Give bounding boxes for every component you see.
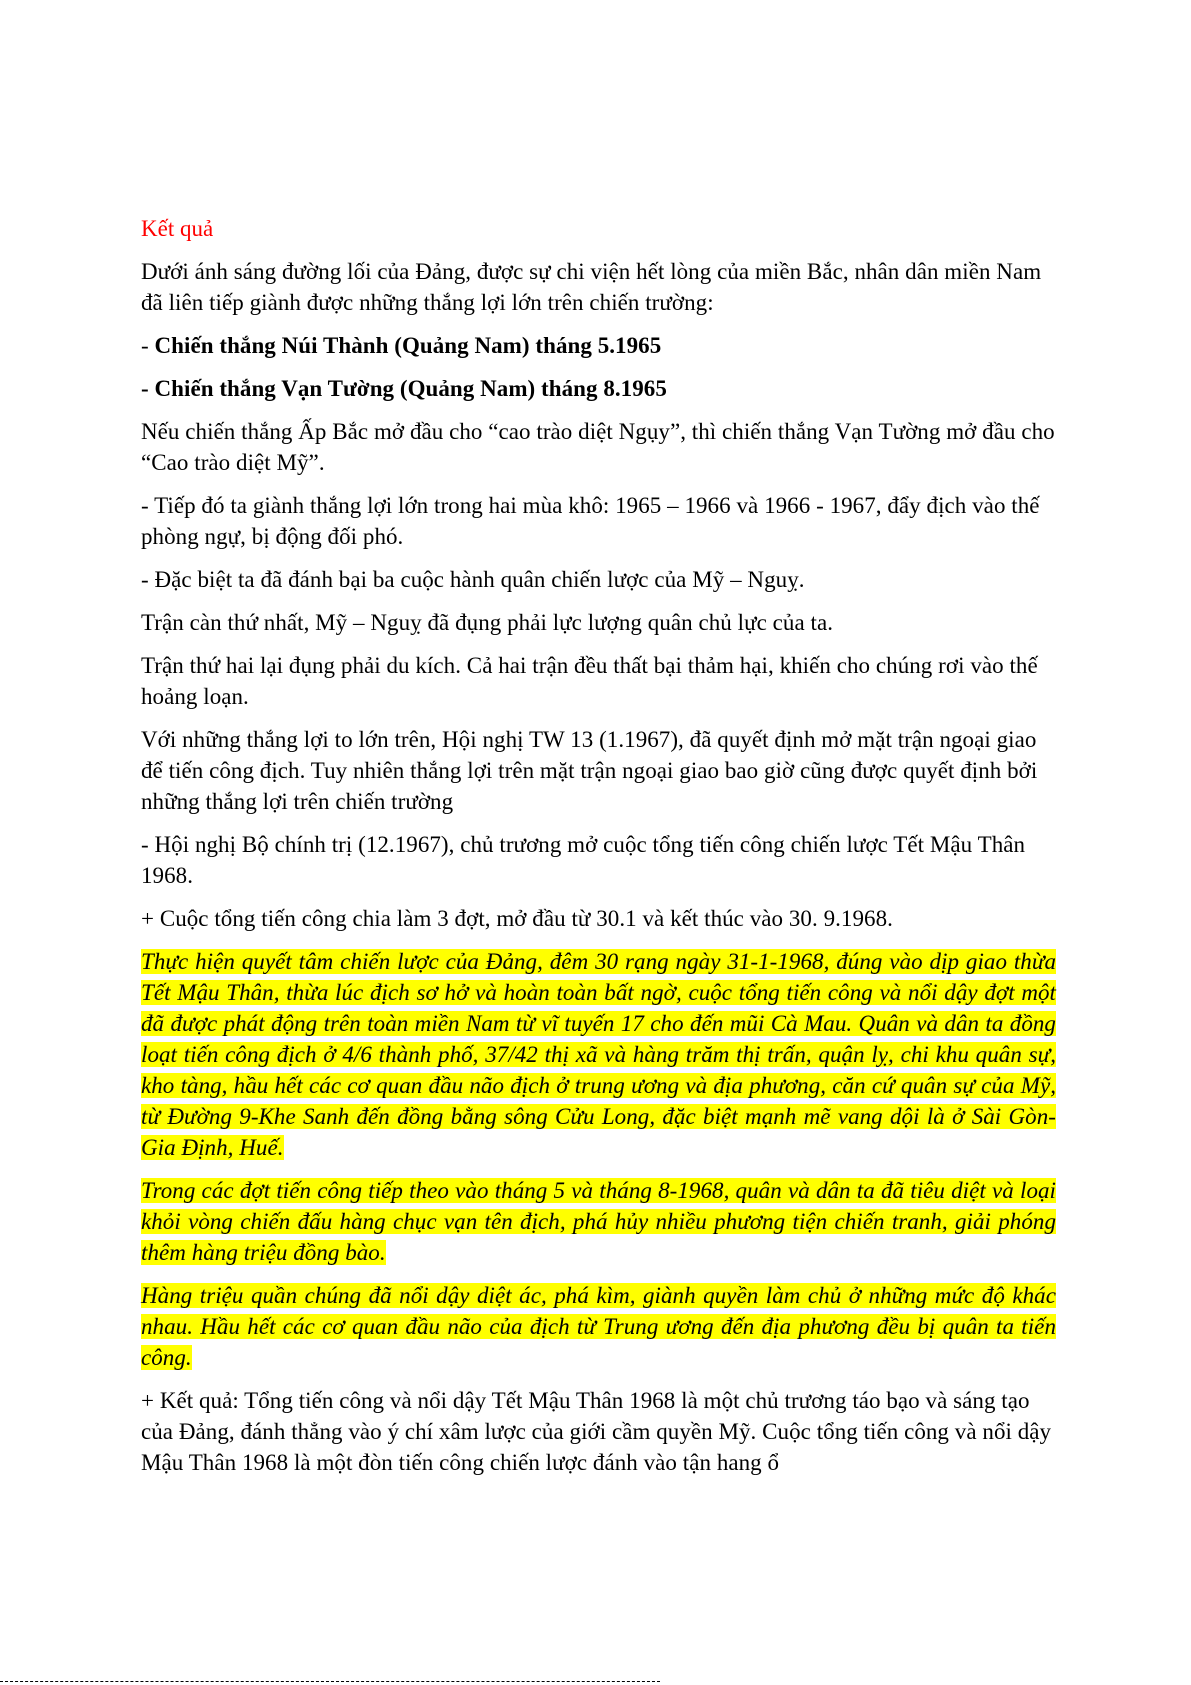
highlighted-paragraph-uprising [141,1280,1056,1373]
paragraph-result: + Kết quả: Tổng tiến công và nổi dậy Tết Mậu Thân 1968 là một chủ trương táo bạo và sáng tạo của Đảng, đánh thẳng vào ý chí xâm lược của giới cầm quyền Mỹ. Cuộc tổng tiến công và nổi dậy Mậu Thân 1968 là một đòn tiến công chiến lược đánh vào tận hang ổ [141,1388,1052,1475]
highlight-text: Trong các đợt tiến công tiếp theo vào tháng 5 và tháng 8-1968, quân và dân ta đã tiêu diệt và loại khỏi vòng chiến đấu hàng chục vạn tên địch, phá hủy nhiều phương tiện chiến tranh, giải phóng thêm hàng triệu đồng bào. [141,1178,1056,1265]
paragraph-strategic-operations: - Đặc biệt ta đã đánh bại ba cuộc hành quân chiến lược của Mỹ – Nguỵ. [141,567,805,592]
highlighted-paragraph-later-phases [141,1175,1056,1268]
intro-paragraph: Dưới ánh sáng đường lối của Đảng, được sự chi viện hết lòng của miền Bắc, nhân dân miền Nam đã liên tiếp giành được những thắng lợi lớn trên chiến trường: [141,259,1042,315]
page-footer-divider [0,1681,660,1682]
paragraph-second-battle: Trận thứ hai lại đụng phải du kích. Cả hai trận đều thất bại thảm hại, khiến cho chúng rơi vào thế hoảng loạn. [141,653,1038,709]
paragraph-dry-seasons: - Tiếp đó ta giành thắng lợi lớn trong hai mùa khô: 1965 – 1966 và 1966 - 1967, đẩy địch vào thế phòng ngự, bị động đối phó. [141,493,1040,549]
paragraph-politburo: - Hội nghị Bộ chính trị (12.1967), chủ trương mở cuộc tổng tiến công chiến lược Tết Mậu Thân 1968. [141,832,1026,888]
highlight-text: Hàng triệu quần chúng đã nổi dậy diệt ác, phá kìm, giành quyền làm chủ ở những mức độ khác nhau. Hầu hết các cơ quan đầu não của địch từ Trung ương đến địa phương đều bị quân ta tiến công. [141,1283,1056,1370]
victory-nui-thanh [141,330,1056,361]
paragraph-offensive-phases: + Cuộc tổng tiến công chia làm 3 đợt, mở đầu từ 30.1 và kết thúc vào 30. 9.1968. [141,906,893,931]
paragraph-conference-tw13: Với những thắng lợi to lớn trên, Hội nghị TW 13 (1.1967), đã quyết định mở mặt trận ngoại giao để tiến công địch. Tuy nhiên thắng lợi trên mặt trận ngoại giao bao giờ cũng được quyết định bởi những thắng lợi trên chiến trường [141,727,1038,814]
highlight-text: Thực hiện quyết tâm chiến lược của Đảng, đêm 30 rạng ngày 31-1-1968, đúng vào dịp giao thừa Tết Mậu Thân, thừa lúc địch sơ hở và hoàn toàn bất ngờ, cuộc tổng tiến công và nổi dậy đợt một đã được phát động trên toàn miền Nam từ vĩ tuyến 17 cho đến mũi Cà Mau. Quân và dân ta đồng loạt tiến công địch ở 4/6 thành phố, 37/42 thị xã và hàng trăm thị trấn, quận lỵ, chi khu quân sự, kho tàng, hầu hết các cơ quan đầu não địch ở trung ương và địa phương, căn cứ quân sự của Mỹ, từ Đường 9-Khe Sanh đến đồng bằng sông Cửu Long, đặc biệt mạnh mẽ vang dội là ở Sài Gòn-Gia Định, Huế. [141,949,1056,1160]
paragraph-ap-bac: Nếu chiến thắng Ấp Bắc mở đầu cho “cao trào diệt Ngụy”, thì chiến thắng Vạn Tường mở đầu cho “Cao trào diệt Mỹ”. [141,419,1055,475]
victory-van-tuong: - Chiến thắng Vạn Tường (Quảng Nam) tháng 8.1965 [141,376,667,401]
list-prefix: - [141,333,155,358]
victory-nui-thanh-title: Chiến thắng Núi Thành (Quảng Nam) tháng 5.1965 [154,333,662,358]
section-heading: Kết quả [141,216,214,241]
document-body [141,213,1056,1490]
paragraph-first-battle: Trận càn thứ nhất, Mỹ – Nguỵ đã đụng phải lực lượng quân chủ lực của ta. [141,610,834,635]
highlighted-paragraph-tet-offensive [141,946,1056,1163]
